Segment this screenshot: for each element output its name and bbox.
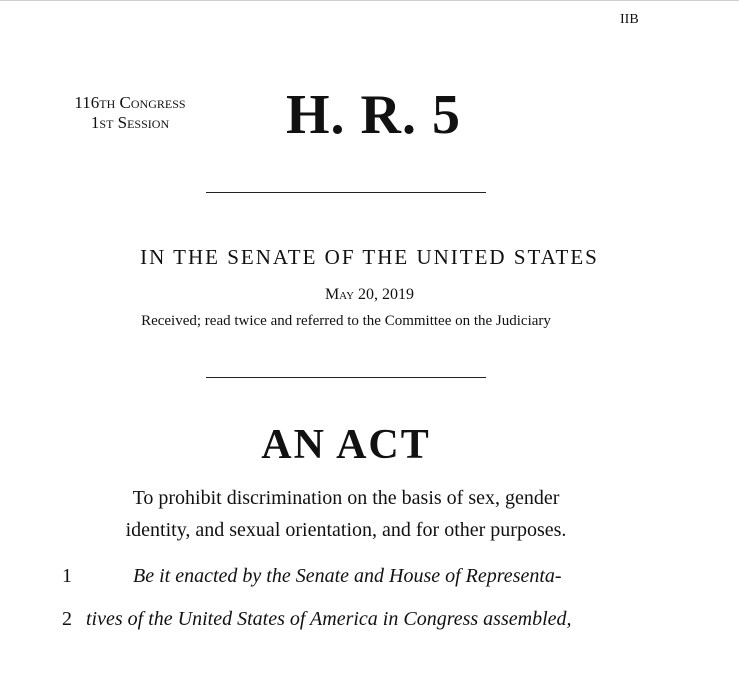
enacting-line — [0, 565, 739, 595]
line-text: Be it enacted by the Senate and House of Representa- — [133, 565, 562, 587]
purpose-line: identity, and sexual orientation, and for other purposes. — [125, 519, 567, 541]
purpose-statement — [66, 482, 626, 546]
line-number: 1 — [62, 565, 72, 587]
line-text: tives of the United States of America in Congress assembled, — [86, 608, 572, 630]
chamber-heading: IN THE SENATE OF THE UNITED STATES — [140, 245, 599, 269]
enacting-line — [0, 608, 739, 638]
act-title: AN ACT — [261, 422, 431, 468]
divider-bottom — [206, 377, 486, 378]
divider-top — [206, 192, 486, 193]
congress-number: 116th Congress — [74, 93, 186, 112]
received-date: May 20, 2019 — [324, 286, 415, 303]
document-code: IIB — [620, 12, 639, 27]
session-number: 1st Session — [90, 113, 170, 132]
congress-session-block — [40, 93, 220, 133]
line-number: 2 — [62, 608, 72, 630]
action-statement: Received; read twice and referred to the Committee on the Judiciary — [141, 313, 551, 329]
bill-number: H. R. 5 — [286, 84, 461, 146]
purpose-line: To prohibit discrimination on the basis of sex, gender — [132, 487, 560, 509]
